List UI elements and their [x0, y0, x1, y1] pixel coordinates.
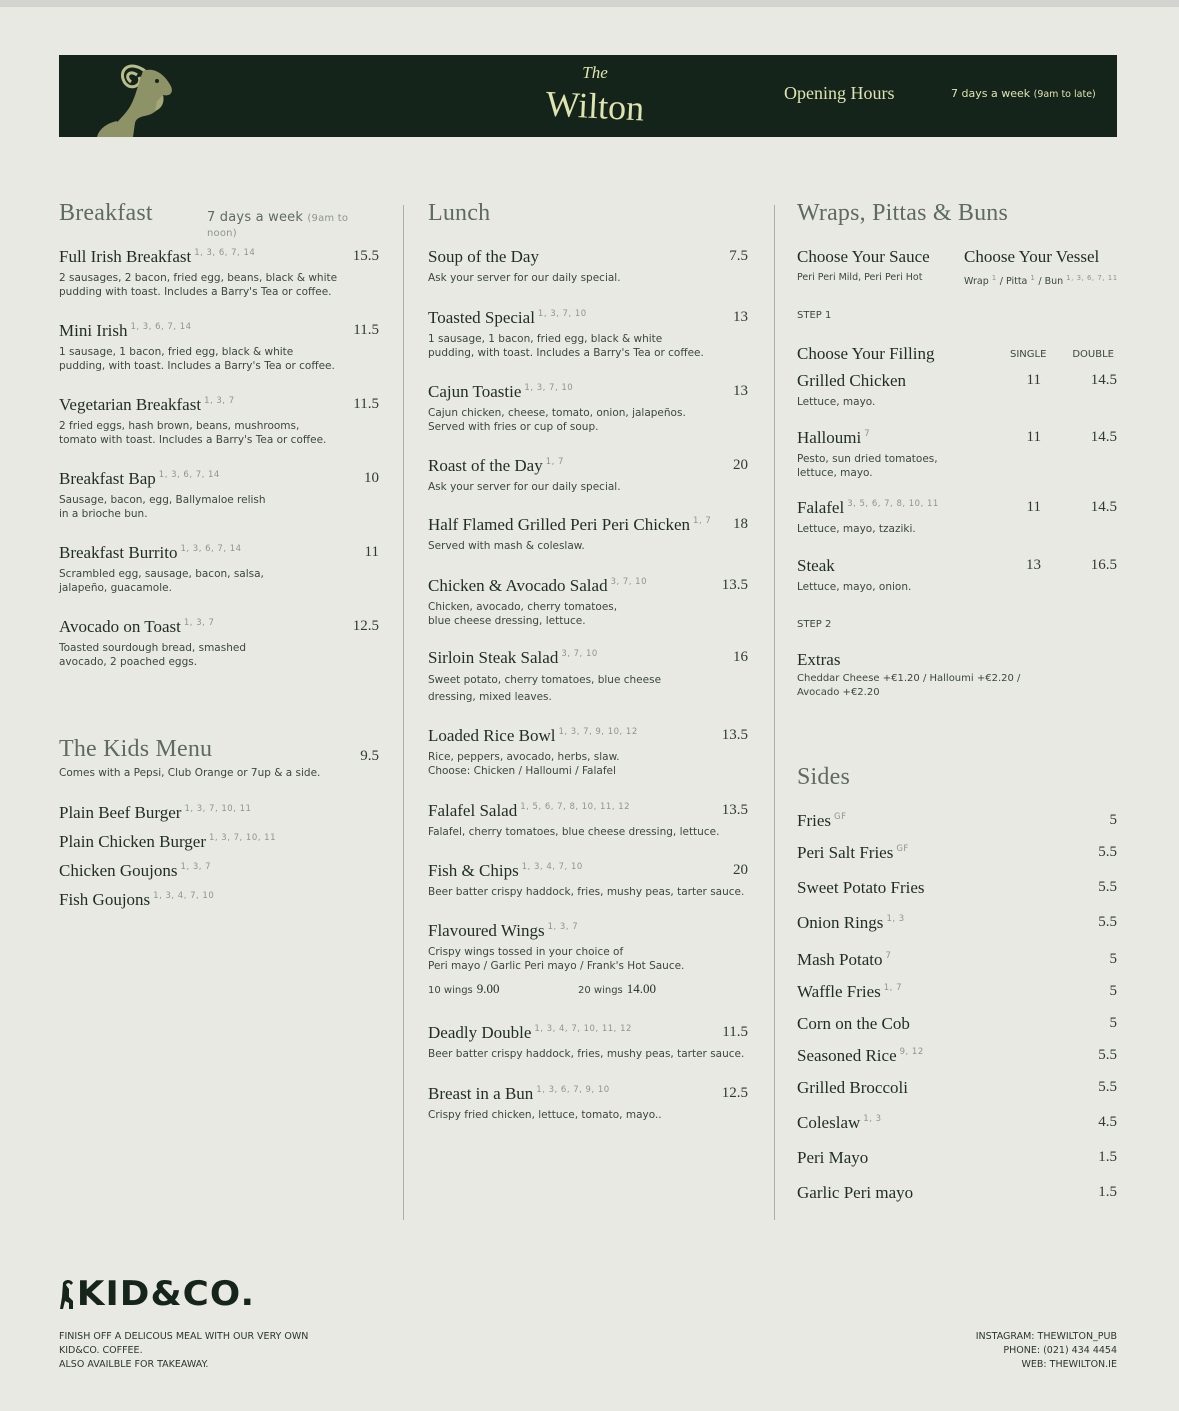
menu-item: Soup of the Day 7.5 Ask your server for our daily special. [428, 247, 748, 284]
side-item: Coleslaw $^{1, 3}$ 4.5 [797, 1113, 1117, 1132]
menu-item: Cajun Toastie $^{1, 3, 7, 10}$ 13 Cajun chicken, cheese, tomato, onion, jalapeños. Served with fries or cup of soup. [428, 382, 748, 433]
opening-hours-value: 7 days a week (9am to late) [951, 87, 1096, 100]
sauce-choice: Choose Your Sauce Peri Peri Mild, Peri Peri Hot [797, 247, 930, 283]
kids-item: Chicken Goujons $^{1, 3, 7}$ [59, 861, 212, 880]
kidco-logo [59, 1274, 256, 1314]
menu-item: Half Flamed Grilled Peri Peri Chicken $^{1, 7}$ 18 Served with mash & coleslaw. [428, 515, 748, 552]
kids-note: Comes with a Pepsi, Club Orange or 7up & a side. [59, 767, 321, 779]
filling-item: Steak 13 16.5 Lettuce, mayo, onion. [797, 556, 1117, 593]
menu-item: Toasted Special $^{1, 3, 7, 10}$ 13 1 sausage, 1 bacon, fried egg, black & white pudding, with toast. Includes a Barry's Tea or coffee. [428, 308, 748, 359]
menu-item: Deadly Double $^{1, 3, 4, 7, 10, 11, 12}$ 11.5 Beer batter crispy haddock, fries, mushy peas, tarter sauce. [428, 1023, 748, 1060]
side-item: Garlic Peri mayo 1.5 [797, 1183, 1117, 1202]
side-item: Onion Rings $^{1, 3}$ 5.5 [797, 913, 1117, 932]
menu-item: Falafel Salad $^{1, 5, 6, 7, 8, 10, 11, 12}$ 13.5 Falafel, cherry tomatoes, blue cheese dressing, lettuce. [428, 801, 748, 838]
kids-item: Fish Goujons $^{1, 3, 4, 7, 10}$ [59, 890, 215, 909]
kidco-wordmark: KID&CO. [76, 1274, 256, 1314]
step-1-label: STEP 1 [797, 310, 832, 321]
website: WEB: THEWILTON.IE [1021, 1359, 1117, 1370]
menu-item: Loaded Rice Bowl $^{1, 3, 7, 9, 10, 12}$ 13.5 Rice, peppers, avocado, herbs, slaw. Choose: Chicken / Halloumi / Falafel [428, 726, 748, 777]
menu-item: Mini Irish $^{1, 3, 6, 7, 14}$ 11.5 1 sausage, 1 bacon, fried egg, black & white pudding, with toast. Includes a Barry's Tea or coffee. [59, 321, 379, 372]
menu-item: Roast of the Day $^{1, 7}$ 20 Ask your server for our daily special. [428, 456, 748, 493]
filling-header: Choose Your Filling SINGLE DOUBLE [797, 344, 1114, 363]
menu-item: Sirloin Steak Salad $^{3, 7, 10}$ 16 Sweet potato, cherry tomatoes, blue cheese dressing, mixed leaves. [428, 648, 748, 703]
filling-item: Grilled Chicken 11 14.5 Lettuce, mayo. [797, 371, 1117, 408]
menu-item: Vegetarian Breakfast $^{1, 3, 7}$ 11.5 2 fried eggs, hash brown, beans, mushrooms, tomato with toast. Includes a Barry's Tea or coffee. [59, 395, 379, 446]
menu-item: Fish & Chips $^{1, 3, 4, 7, 10}$ 20 Beer batter crispy haddock, fries, mushy peas, tarter sauce. [428, 861, 748, 898]
side-item: Mash Potato $^7$ 5 [797, 950, 1117, 969]
side-item: Corn on the Cob 5 [797, 1014, 1117, 1033]
kids-item: Plain Beef Burger $^{1, 3, 7, 10, 11}$ [59, 803, 252, 822]
breakfast-hours: 7 days a week (9am to noon) [207, 210, 349, 239]
lunch-section-title: Lunch [428, 200, 491, 226]
column-wraps-sides [797, 200, 1117, 1210]
instagram-handle: INSTAGRAM: THEWILTON_PUB [975, 1331, 1117, 1342]
brand-the: The [582, 63, 608, 82]
menu-item: Avocado on Toast $^{1, 3, 7}$ 12.5 Toasted sourdough bread, smashed avocado, 2 poached eggs. [59, 617, 379, 668]
side-item: Fries $^{GF}$ 5 [797, 811, 1117, 830]
step-2-label: STEP 2 [797, 619, 832, 630]
side-item: Grilled Broccoli 5.5 [797, 1078, 1117, 1097]
sides-section-title: Sides [797, 764, 851, 790]
kids-price: 9.5 [360, 748, 379, 764]
brand-name: Wilton [544, 83, 646, 129]
side-item: Sweet Potato Fries 5.5 [797, 878, 1117, 897]
menu-item: Breast in a Bun $^{1, 3, 6, 7, 9, 10}$ 12.5 Crispy fried chicken, lettuce, tomato, mayo.. [428, 1084, 748, 1121]
menu-item: Breakfast Bap $^{1, 3, 6, 7, 14}$ 10 Sausage, bacon, egg, Ballymaloe relish in a brioche bun. [59, 469, 379, 520]
filling-item: Halloumi $^7$ 11 14.5 Pesto, sun dried tomatoes, lettuce, mayo. [797, 428, 1117, 479]
kids-item: Plain Chicken Burger $^{1, 3, 7, 10, 11}$ [59, 832, 276, 851]
sides-header [797, 764, 1117, 791]
menu-item: Full Irish Breakfast $^{1, 3, 6, 7, 14}$ 15.5 2 sausages, 2 bacon, fried egg, beans, black & white pudding with toast. Includes a Barry's Tea or coffee. [59, 247, 379, 298]
extras: Extras Cheddar Cheese +€1.20 / Halloumi +€2.20 / Avocado +€2.20 [797, 650, 1021, 698]
wings-prices: 10 wings 9.00 20 wings 14.00 [428, 981, 657, 996]
side-item: Seasoned Rice $^{9, 12}$ 5.5 [797, 1046, 1117, 1065]
menu-item: Flavoured Wings $^{1, 3, 7}$ Crispy wings tossed in your choice of Peri mayo / Garlic Peri mayo / Frank's Hot Sauce. 10 wings 9.00 20 wings 14.00 [428, 921, 748, 996]
column-divider [403, 205, 404, 1220]
footer-contact [976, 1330, 1117, 1372]
header-banner [59, 55, 1117, 137]
top-strip [0, 0, 1179, 7]
goat-logo-icon [77, 57, 192, 137]
column-lunch [428, 200, 748, 1140]
goat-mark-icon [59, 1279, 77, 1309]
vessel-choice: Choose Your Vessel Wrap $^1$ / Pitta $^1$ / Bun $^{1, 3, 6, 7, 11}$ [964, 247, 1118, 287]
menu-item: Breakfast Burrito $^{1, 3, 6, 7, 14}$ 11 Scrambled egg, sausage, bacon, salsa, jalapeño, guacamole. [59, 543, 379, 594]
menu-item: Chicken & Avocado Salad $^{3, 7, 10}$ 13.5 Chicken, avocado, cherry tomatoes, blue cheese dressing, lettuce. [428, 576, 748, 627]
side-item: Peri Salt Fries $^{GF}$ 5.5 [797, 843, 1117, 862]
wraps-section-title: Wraps, Pittas & Buns [797, 200, 1009, 226]
kids-menu-header [59, 736, 379, 780]
kids-section-title: The Kids Menu [59, 736, 213, 762]
column-divider [774, 205, 775, 1220]
filling-item: Falafel $^{3, 5, 6, 7, 8, 10, 11}$ 11 14.5 Lettuce, mayo, tzaziki. [797, 498, 1117, 535]
footer-promo-text: FINISH OFF A DELICOUS MEAL WITH OUR VERY OWN KID&CO. COFFEE. ALSO AVAILBLE FOR TAKEAWAY. [59, 1331, 309, 1370]
side-item: Waffle Fries $^{1, 7}$ 5 [797, 982, 1117, 1001]
column-breakfast-kids [59, 200, 379, 920]
phone-number: PHONE: (021) 434 4454 [1003, 1345, 1117, 1356]
side-item: Peri Mayo 1.5 [797, 1148, 1117, 1167]
breakfast-section-title: Breakfast 7 days a week (9am to noon) [59, 200, 379, 227]
opening-hours-title: Opening Hours [784, 83, 895, 103]
